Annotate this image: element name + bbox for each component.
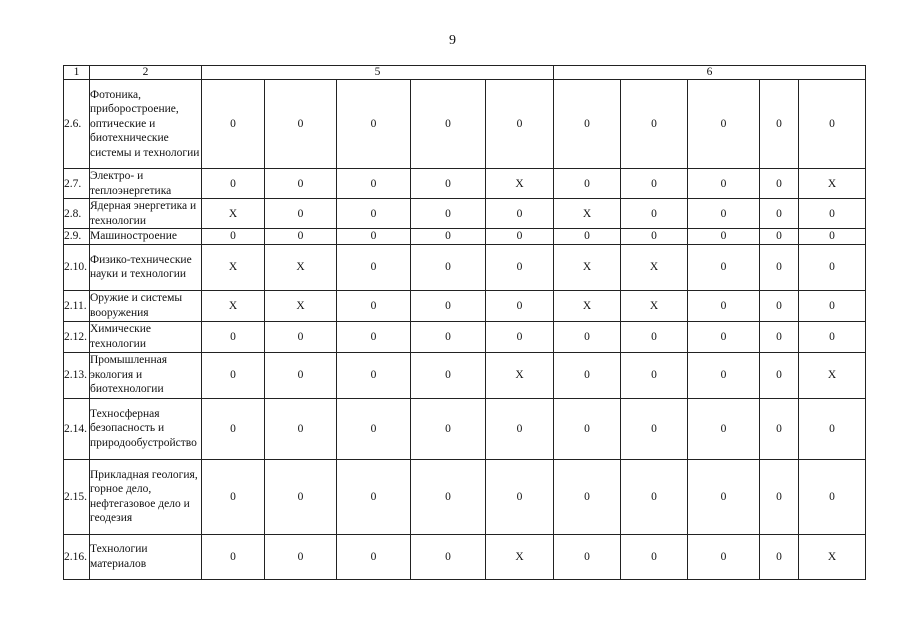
table-row <box>64 290 866 321</box>
row-number: 2.12. <box>64 321 90 352</box>
cell-value: 0 <box>688 352 760 398</box>
cell-value: 0 <box>337 80 411 169</box>
cell-value: 0 <box>688 229 760 245</box>
cell-value: 0 <box>554 459 621 534</box>
cell-value: 0 <box>486 80 554 169</box>
cell-value: 0 <box>760 459 799 534</box>
cell-value: 0 <box>554 534 621 579</box>
cell-value: 0 <box>688 80 760 169</box>
cell-value: 0 <box>337 169 411 199</box>
cell-value: 0 <box>554 169 621 199</box>
cell-value: 0 <box>265 352 337 398</box>
cell-value: 0 <box>621 321 688 352</box>
cell-value: 0 <box>337 398 411 459</box>
row-name: Технологии материалов <box>90 534 202 579</box>
cell-value: 0 <box>411 321 486 352</box>
row-name: Промышленная экология и биотехнологии <box>90 352 202 398</box>
cell-value: 0 <box>486 398 554 459</box>
cell-value: 0 <box>760 199 799 229</box>
cell-value: 0 <box>265 398 337 459</box>
cell-value: 0 <box>411 80 486 169</box>
competency-table <box>63 65 866 580</box>
cell-value: 0 <box>554 352 621 398</box>
cell-value: 0 <box>621 398 688 459</box>
header-col-2: 2 <box>90 66 202 80</box>
cell-value: X <box>799 352 866 398</box>
row-name: Электро- и теплоэнергетика <box>90 169 202 199</box>
cell-value: 0 <box>411 244 486 290</box>
row-number: 2.15. <box>64 459 90 534</box>
cell-value: X <box>799 534 866 579</box>
cell-value: 0 <box>554 229 621 245</box>
cell-value: 0 <box>799 199 866 229</box>
cell-value: 0 <box>621 459 688 534</box>
cell-value: 0 <box>760 321 799 352</box>
row-number: 2.8. <box>64 199 90 229</box>
cell-value: 0 <box>688 290 760 321</box>
cell-value: 0 <box>621 229 688 245</box>
cell-value: 0 <box>202 229 265 245</box>
cell-value: 0 <box>202 534 265 579</box>
table-row <box>64 169 866 199</box>
row-number: 2.11. <box>64 290 90 321</box>
cell-value: 0 <box>265 321 337 352</box>
cell-value: 0 <box>202 169 265 199</box>
row-name: Ядерная энергетика и технологии <box>90 199 202 229</box>
header-group-5: 5 <box>202 66 554 80</box>
row-name: Химические технологии <box>90 321 202 352</box>
cell-value: 0 <box>621 169 688 199</box>
row-name: Техносферная безопасность и природообустройство <box>90 398 202 459</box>
cell-value: 0 <box>554 398 621 459</box>
cell-value: 0 <box>799 229 866 245</box>
cell-value: 0 <box>202 321 265 352</box>
cell-value: 0 <box>554 321 621 352</box>
cell-value: X <box>799 169 866 199</box>
header-col-1: 1 <box>64 66 90 80</box>
cell-value: 0 <box>621 534 688 579</box>
row-name: Физико-технические науки и технологии <box>90 244 202 290</box>
table-row <box>64 199 866 229</box>
cell-value: 0 <box>411 199 486 229</box>
cell-value: 0 <box>760 290 799 321</box>
cell-value: X <box>554 290 621 321</box>
cell-value: 0 <box>760 169 799 199</box>
cell-value: 0 <box>337 199 411 229</box>
cell-value: 0 <box>799 80 866 169</box>
cell-value: 0 <box>760 398 799 459</box>
cell-value: X <box>202 199 265 229</box>
table-row <box>64 244 866 290</box>
cell-value: 0 <box>265 169 337 199</box>
cell-value: 0 <box>265 80 337 169</box>
cell-value: 0 <box>337 534 411 579</box>
cell-value: X <box>621 290 688 321</box>
cell-value: 0 <box>411 534 486 579</box>
cell-value: 0 <box>202 398 265 459</box>
cell-value: 0 <box>265 459 337 534</box>
cell-value: 0 <box>486 199 554 229</box>
header-row <box>64 66 866 80</box>
cell-value: 0 <box>554 80 621 169</box>
cell-value: 0 <box>202 80 265 169</box>
table-row <box>64 80 866 169</box>
page-number: 9 <box>449 33 456 48</box>
row-name: Машиностроение <box>90 229 202 245</box>
cell-value: X <box>265 244 337 290</box>
row-number: 2.9. <box>64 229 90 245</box>
cell-value: 0 <box>337 290 411 321</box>
cell-value: 0 <box>799 321 866 352</box>
cell-value: 0 <box>337 352 411 398</box>
cell-value: X <box>486 169 554 199</box>
cell-value: 0 <box>486 229 554 245</box>
cell-value: 0 <box>486 244 554 290</box>
cell-value: 0 <box>411 229 486 245</box>
cell-value: 0 <box>411 398 486 459</box>
cell-value: 0 <box>337 244 411 290</box>
cell-value: 0 <box>202 352 265 398</box>
row-name: Фотоника, приборостроение, оптические и биотехнические системы и технологии <box>90 80 202 169</box>
cell-value: X <box>202 290 265 321</box>
cell-value: 0 <box>688 169 760 199</box>
cell-value: 0 <box>411 169 486 199</box>
cell-value: 0 <box>265 229 337 245</box>
row-number: 2.13. <box>64 352 90 398</box>
row-number: 2.10. <box>64 244 90 290</box>
cell-value: 0 <box>621 352 688 398</box>
table-row <box>64 321 866 352</box>
table-row <box>64 534 866 579</box>
cell-value: 0 <box>486 321 554 352</box>
cell-value: X <box>486 534 554 579</box>
cell-value: 0 <box>621 80 688 169</box>
cell-value: X <box>621 244 688 290</box>
row-number: 2.6. <box>64 80 90 169</box>
cell-value: 0 <box>688 321 760 352</box>
cell-value: 0 <box>337 321 411 352</box>
cell-value: 0 <box>265 534 337 579</box>
row-number: 2.16. <box>64 534 90 579</box>
cell-value: X <box>202 244 265 290</box>
table-row <box>64 352 866 398</box>
cell-value: 0 <box>202 459 265 534</box>
table-row <box>64 459 866 534</box>
cell-value: 0 <box>760 534 799 579</box>
cell-value: 0 <box>799 290 866 321</box>
cell-value: 0 <box>760 352 799 398</box>
cell-value: 0 <box>688 199 760 229</box>
cell-value: 0 <box>486 459 554 534</box>
cell-value: 0 <box>337 459 411 534</box>
cell-value: 0 <box>411 290 486 321</box>
cell-value: 0 <box>411 352 486 398</box>
row-name: Оружие и системы вооружения <box>90 290 202 321</box>
cell-value: X <box>265 290 337 321</box>
cell-value: 0 <box>688 534 760 579</box>
cell-value: 0 <box>760 244 799 290</box>
table-row <box>64 398 866 459</box>
row-name: Прикладная геология, горное дело, нефтегазовое дело и геодезия <box>90 459 202 534</box>
cell-value: 0 <box>337 229 411 245</box>
cell-value: 0 <box>688 244 760 290</box>
cell-value: 0 <box>799 244 866 290</box>
table-row <box>64 229 866 245</box>
cell-value: 0 <box>760 229 799 245</box>
cell-value: X <box>486 352 554 398</box>
row-number: 2.14. <box>64 398 90 459</box>
cell-value: 0 <box>621 199 688 229</box>
cell-value: 0 <box>486 290 554 321</box>
cell-value: 0 <box>760 80 799 169</box>
row-number: 2.7. <box>64 169 90 199</box>
cell-value: 0 <box>799 459 866 534</box>
header-group-6: 6 <box>554 66 866 80</box>
cell-value: 0 <box>799 398 866 459</box>
cell-value: 0 <box>688 398 760 459</box>
cell-value: X <box>554 244 621 290</box>
cell-value: 0 <box>265 199 337 229</box>
cell-value: 0 <box>411 459 486 534</box>
cell-value: X <box>554 199 621 229</box>
cell-value: 0 <box>688 459 760 534</box>
